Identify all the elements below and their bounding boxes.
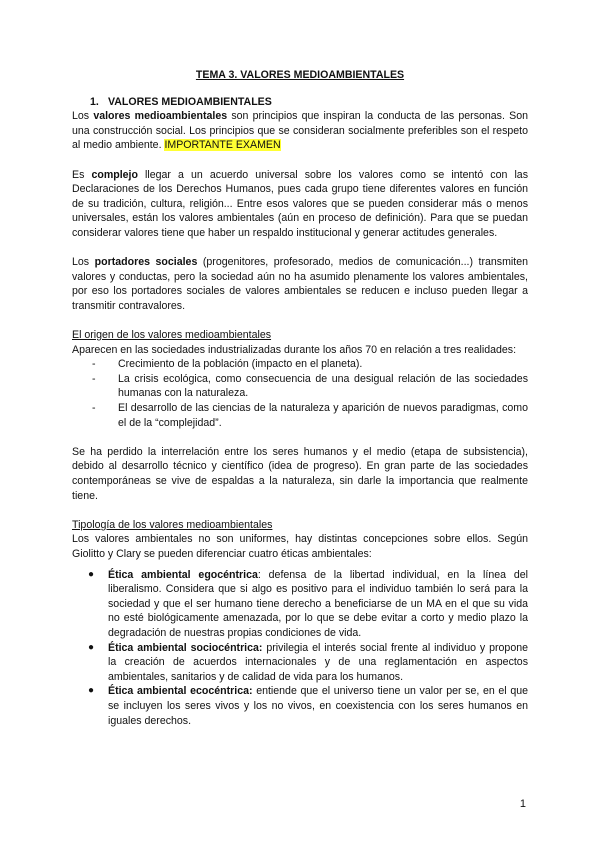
text-run: entiende que el universo tiene un valor per se, en el que se incluyen los seres vivos y los no vivos, en coexistencia con los seres humanos en iguales derechos.	[108, 685, 529, 727]
section-heading	[72, 95, 528, 110]
text-run: Los	[72, 110, 94, 123]
paragraph-interrelacion: Se ha perdido la interrelación entre los seres humanos y el medio (etapa de subsistencia), debido al desarrollo técnico y científico (idea de progreso). En gran parte de las sociedades contemporáneas se vive de espaldas a la naturaleza, sin darle la importancia que realmente tiene.	[72, 445, 528, 502]
bold-term: valores medioambientales	[93, 110, 228, 123]
text-run: Es	[72, 168, 92, 181]
list-item	[88, 641, 528, 685]
document-title: TEMA 3. VALORES MEDIOAMBIENTALES	[195, 69, 405, 81]
section-number: 1.	[90, 95, 99, 108]
bold-term: Ética ambiental egocéntrica	[108, 568, 258, 581]
text-run: privilegia el interés social frente al individuo y propone la creación de acuerdos internacionales y de una reglamentación en aspectos ambientales, sanitarios y de calidad de vida para los humanos.	[108, 641, 528, 683]
bold-term: Ética ambiental sociocéntrica:	[108, 641, 263, 654]
text-run: (progenitores, profesorado, medios de comunicación...) transmiten valores y conductas, pero la sociedad aún no ha asumido plenamente los valores ambientales, por eso los portadores sociales de valores ambientales se reducen e incluso pueden llegar a transmitir contravalores.	[72, 256, 529, 312]
bullet-icon: ●	[88, 568, 95, 580]
paragraph-tipologia-intro: Los valores ambientales no son uniformes, hay distintas concepciones sobre ellos. Según Giolitto y Clary se pueden diferenciar cuatro éticas ambientales:	[72, 533, 528, 560]
section-heading-text: VALORES MEDIOAMBIENTALES	[108, 95, 272, 108]
text-run: : defensa de la libertad individual, en la línea del liberalismo. Considera que si algo es positivo para el individuo también lo será para la sociedad y que el ser humano tiene derecho a beneficiarse de un MA en el que su vida no esté biológicamente amenazada, por lo que se debe evitar a corto y medio plazo la degradación de nuestras propias condiciones de vida.	[108, 568, 528, 639]
paragraph-definition	[72, 109, 528, 153]
page-number: 1	[519, 798, 526, 810]
document-page	[72, 68, 528, 728]
text-run: Los	[72, 256, 95, 269]
origen-list	[72, 357, 528, 430]
paragraph-portadores	[72, 255, 528, 313]
subheading-tipologia: Tipología de los valores medioambientales	[72, 518, 273, 531]
list-item	[88, 568, 528, 641]
subheading-origen: El origen de los valores medioambientales	[72, 329, 272, 342]
text-run: son principios que inspiran la conducta de las personas. Son una construcción social. Los principios que se consideran socialmente preferibles son el respeto al medio ambiente.	[72, 110, 529, 152]
bold-term: Ética ambiental ecocéntrica:	[108, 685, 253, 698]
eticas-list	[72, 568, 528, 729]
list-item	[88, 684, 529, 728]
text-run: llegar a un acuerdo universal sobre los valores como se intentó con las Declaraciones de los Derechos Humanos, pues cada grupo tiene diferentes valores en función de su tradición, cultura, religión... Entre esos valores que se pueden considerar más o menos universales, están los valores ambientales (aún en proceso de definición). Para que se puedan considerar valores tiene que haber un respaldo institucional y generar actitudes generales.	[72, 168, 528, 239]
list-item: - El desarrollo de las ciencias de la naturaleza y aparición de nuevos paradigmas, como el de la “complejidad”.	[118, 401, 528, 430]
paragraph-origen-intro: Aparecen en las sociedades industrializadas durante los años 70 en relación a tres realidades:	[72, 343, 517, 356]
bold-term: complejo	[91, 168, 138, 181]
list-item: - Crecimiento de la población (impacto en el planeta).	[118, 357, 528, 372]
paragraph-complejo	[72, 168, 528, 241]
bold-term: portadores sociales	[94, 256, 198, 269]
bullet-icon: ●	[88, 641, 95, 653]
list-item: - La crisis ecológica, como consecuencia de una desigual relación de las sociedades humanas con la naturaleza.	[118, 372, 528, 401]
bullet-icon: ●	[88, 685, 95, 697]
highlight-important: IMPORTANTE EXAMEN	[164, 139, 281, 152]
